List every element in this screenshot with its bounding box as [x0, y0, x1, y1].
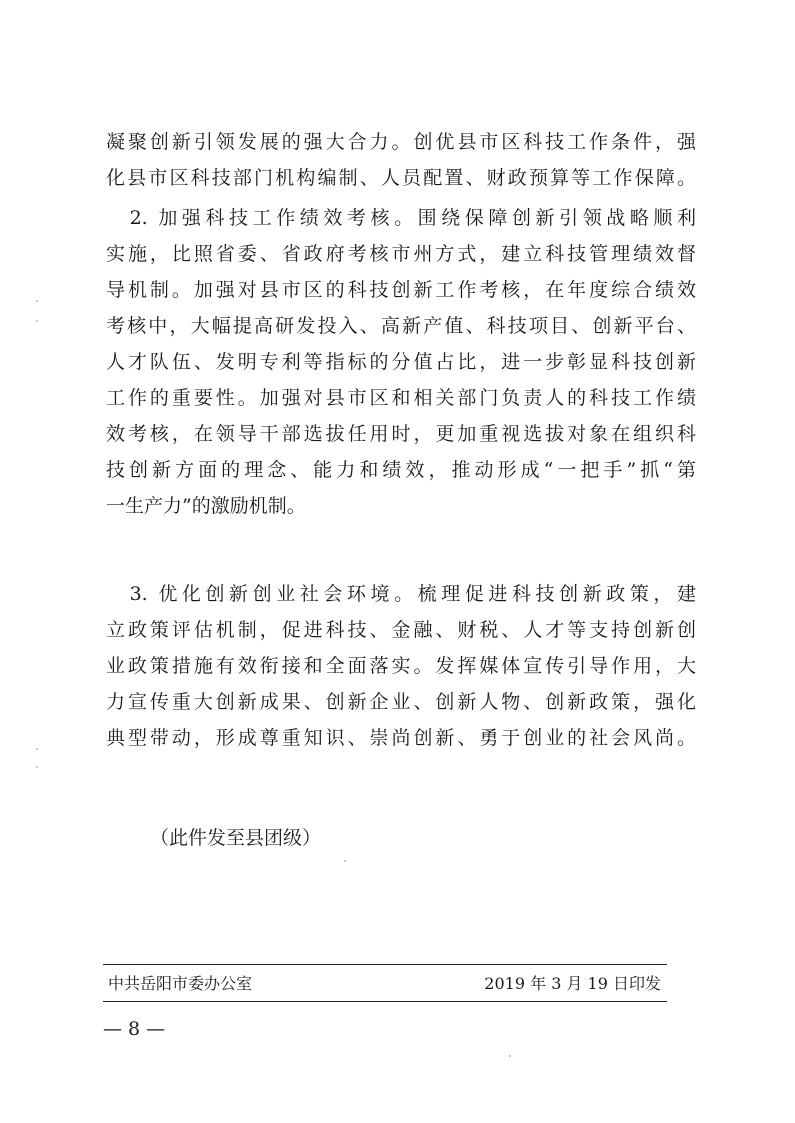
- body-line: 2. 加强科技工作绩效考核。围绕保障创新引领战略顺利: [106, 207, 696, 229]
- paragraph-item-2: [106, 200, 696, 524]
- scan-speck: [36, 300, 38, 302]
- body-line: 一生产力”的激励机制。: [106, 495, 306, 517]
- body-line: 考核中，大幅提高研发投入、高新产值、科技项目、创新平台、: [106, 315, 696, 337]
- body-line: 凝聚创新引领发展的强大合力。创优县市区科技工作条件，强: [106, 131, 696, 153]
- scan-speck: [509, 1055, 511, 1057]
- body-line: 技创新方面的理念、能力和绩效，推动形成“一把手”抓“第: [106, 459, 696, 481]
- body-line: 效考核，在领导干部选拔任用时，更加重视选拔对象在组织科: [106, 423, 696, 445]
- issuing-office: 中共岳阳市委办公室: [108, 974, 253, 993]
- scan-speck: [36, 320, 38, 322]
- body-line: 导机制。加强对县市区的科技创新工作考核，在年度综合绩效: [106, 279, 696, 301]
- distribution-note: （此件发至县团级）: [150, 827, 322, 849]
- footer-bottom-rule: [103, 1001, 667, 1002]
- body-line: 工作的重要性。加强对县市区和相关部门负责人的科技工作绩: [106, 387, 696, 409]
- body-line: 典型带动，形成尊重知识、崇尚创新、勇于创业的社会风尚。: [106, 727, 696, 749]
- body-line: 3. 优化创新创业社会环境。梳理促进科技创新政策，建: [106, 583, 696, 605]
- body-line: 化县市区科技部门机构编制、人员配置、财政预算等工作保障。: [106, 167, 696, 189]
- footer-top-rule: [103, 964, 667, 965]
- body-line: 实施，比照省委、省政府考核市州方式，建立科技管理绩效督: [106, 243, 696, 265]
- paragraph-continuation: [106, 124, 696, 196]
- scan-speck: [36, 766, 38, 768]
- body-line: 立政策评估机制，促进科技、金融、财税、人才等支持创新创: [106, 619, 696, 641]
- page-number: — 8 —: [103, 1018, 166, 1040]
- paragraph-item-3: [106, 576, 696, 756]
- scan-speck: [344, 860, 346, 862]
- body-line: 力宣传重大创新成果、创新企业、创新人物、创新政策，强化: [106, 691, 696, 713]
- body-line: 业政策措施有效衔接和全面落实。发挥媒体宣传引导作用，大: [106, 655, 696, 677]
- scan-speck: [36, 748, 38, 750]
- body-line: 人才队伍、发明专利等指标的分值占比，进一步彰显科技创新: [106, 351, 696, 373]
- issue-date: 2019 年 3 月 19 日印发: [484, 974, 661, 993]
